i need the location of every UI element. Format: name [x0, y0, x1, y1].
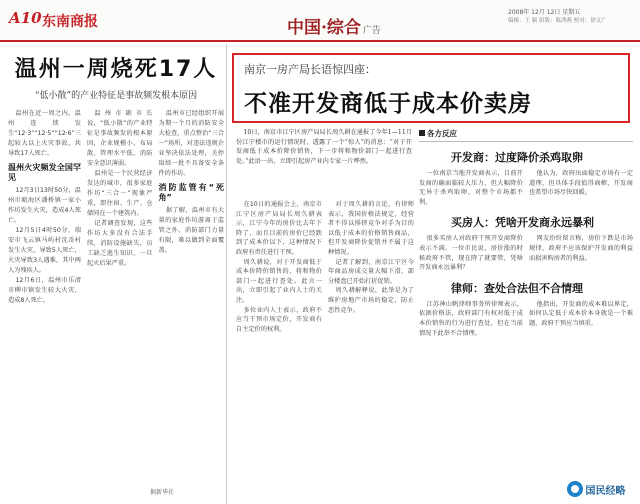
reaction-lawyer-col-2: 他指出，开发商的成本难以界定，如何认定低于成本价本身就是一个难题，政府干预应当慎重。 — [529, 300, 633, 327]
left-section-heading: 温州火灾频发全国罕见 — [8, 163, 81, 182]
paragraph: 12月5日4时50分，瑞安市飞云镇马屿村沈岙村发生火灾，导致5人死亡，火灾导致3人遇难，其中两人为残疾人。 — [8, 227, 81, 274]
reaction-lawyer-heading: 律师：查处合法但不合情理 — [451, 281, 583, 295]
paragraph: 温州市已经组织开展为期一个月的消防安全大检查，重点整治“三合一”场所，对违法违规企业坚决依法处理，关停取缔一批不具备安全条件的作坊。 — [158, 110, 224, 177]
paragraph: 记者调查发现，这些作坊大多没有合法手续，消防设施缺失，员工缺乏逃生知识，一旦起火后果严重。 — [86, 220, 153, 267]
paragraph: 12月6日，温州市乐清市柳市镇发生较大火灾，造成8人死亡。 — [8, 277, 81, 304]
square-bullet-icon — [419, 130, 425, 136]
reaction-lawyer-col-1: 江苏神山帆律师事务所律师表示，依据价格法，政府部门有权对低于成本价销售的行为进行查处，但在当前情况下此举不合情理。 — [419, 300, 523, 337]
watermark-text: 国民经略 — [585, 485, 626, 497]
section-title: 中国·综合 广告 — [287, 18, 381, 38]
reaction-developer-col-1: 一位南京当地开发商表示，目前开发商的确面临较大压力，但大幅降价无异于杀鸡取卵，对整个市场都不利。 — [419, 170, 523, 206]
left-section-heading-2: 消防监管有“死角” — [158, 183, 224, 202]
watermark — [560, 478, 632, 500]
paragraph: 据了解，温州市有大量的家庭作坊游离于监管之外，消防部门力量有限，难以做到全面覆盖。 — [158, 207, 224, 254]
paragraph: 温州市副市长说，“低小散”的产业特征是事故频发的根本原因，企业规模小、布局散、管理水平低，消防安全意识薄弱。 — [86, 110, 153, 167]
reaction-developer-col-2: 他认为，政府出面稳定市场有一定道理，但具体手段值得商榷，开发商也希望市场尽快回暖。 — [529, 170, 633, 197]
editors-credit: 编辑：王 颖 组版：陈鸿燕 校对：徐文广 — [508, 18, 607, 24]
main-kicker: 南京一房产局长语惊四座： — [244, 63, 376, 76]
paper-name: 东南商报 — [42, 14, 98, 30]
section-note: 广告 — [362, 26, 381, 36]
left-column-1 — [8, 109, 81, 306]
page-number: A10 — [9, 9, 42, 27]
paragraph: 周久耕说，对于开发商低于成本价降价销售的，将和物价部门一起进行查处。此言一出，立即引起了业内人士的关注。 — [236, 258, 322, 304]
left-column-3 — [158, 109, 224, 306]
main-headline: 不准开发商低于成本价卖房 — [244, 91, 532, 117]
highlighted-headline-box — [232, 53, 630, 123]
column-divider — [226, 44, 227, 504]
reaction-buyer-col-2: 网友纷纷留言称，房价下跌是市场规律，政府不应该保护开发商的利益而损害购房者的利益。 — [529, 235, 633, 262]
reaction-buyer-heading: 买房人：凭啥开发商永远暴利 — [451, 216, 594, 230]
paragraph: 对于周久耕的言论，有律师表示，我国价格法规定，经营者不得以排挤竞争对手为目的以低于成本的价格销售商品，但开发商降价促销并不属于这种情况。 — [328, 201, 414, 256]
paragraph: 温州在近一周之内，温州连续发生“12·3”“12·5”“12·6”三起较大以上火灾事故，共导致17人死亡。 — [8, 110, 81, 157]
dateline: 2008年 12月 12日 星期五 — [508, 9, 581, 16]
left-headline: 温州一周烧死17人 — [14, 57, 218, 82]
left-column-2 — [87, 109, 153, 306]
lede-paragraph: 10日，南京市江宁区房产局局长周久耕在通报了今年1—11月份江宁楼市的运行情况时，透露了一个“惊人”的消息：“对于开发商低于成本价降价销售，下一步将和物价部门一起进行查处。”此语一出，立即引起房产业内专家一片哗然。 — [236, 129, 412, 165]
left-subhead: “低小散”的产业特征是事故频发根本原因 — [34, 91, 198, 101]
main-column-1 — [236, 200, 322, 500]
watermark-logo-icon — [567, 481, 583, 497]
news-credit: 据新华社 — [150, 489, 175, 496]
reactions-tag: 各方反应 — [419, 128, 633, 142]
paragraph: 周久耕解释说，此举是为了维护房地产市场的稳定，防止恶性竞争。 — [328, 287, 414, 314]
paragraph: 12月3日13时50分，温州市瓯海区潘桥镇一家小作坊发生火灾，造成4人死亡。 — [8, 187, 81, 224]
main-body — [236, 200, 414, 500]
left-story — [8, 52, 224, 500]
masthead-rule — [0, 40, 640, 42]
main-column-2 — [328, 200, 414, 500]
reaction-buyer-col-1: 很多买房人对政府干预开发商降价表示不满。一位市民说，房价涨的时候政府不管，现在降了就要管，凭啥开发商永远暴利？ — [419, 235, 523, 272]
reaction-developer-heading: 开发商：过度降价杀鸡取卵 — [451, 151, 583, 164]
paragraph: 温州是一个民营经济发达的城市，很多家庭作坊“三合一”现象严重，即住宿、生产、仓储同在一个建筑内。 — [86, 170, 153, 217]
main-lede — [236, 128, 412, 198]
paragraph: 多位业内人士表示，政府不应当干预市场定价，开发商有自主定价的权利。 — [236, 306, 322, 333]
paragraph: 在10日的通报会上，南京市江宁区房产局局长周久耕表示，江宁今年的房价比去年下降了，而且目前的房价已经跌到了成本价以下，这种情况下政府有责任进行干预。 — [236, 201, 322, 256]
reactions-panel — [419, 128, 633, 500]
paragraph: 记者了解到，南京江宁区今年商品房成交量大幅下滑，部分楼盘已开始打折促销。 — [328, 258, 414, 285]
masthead — [0, 0, 640, 40]
